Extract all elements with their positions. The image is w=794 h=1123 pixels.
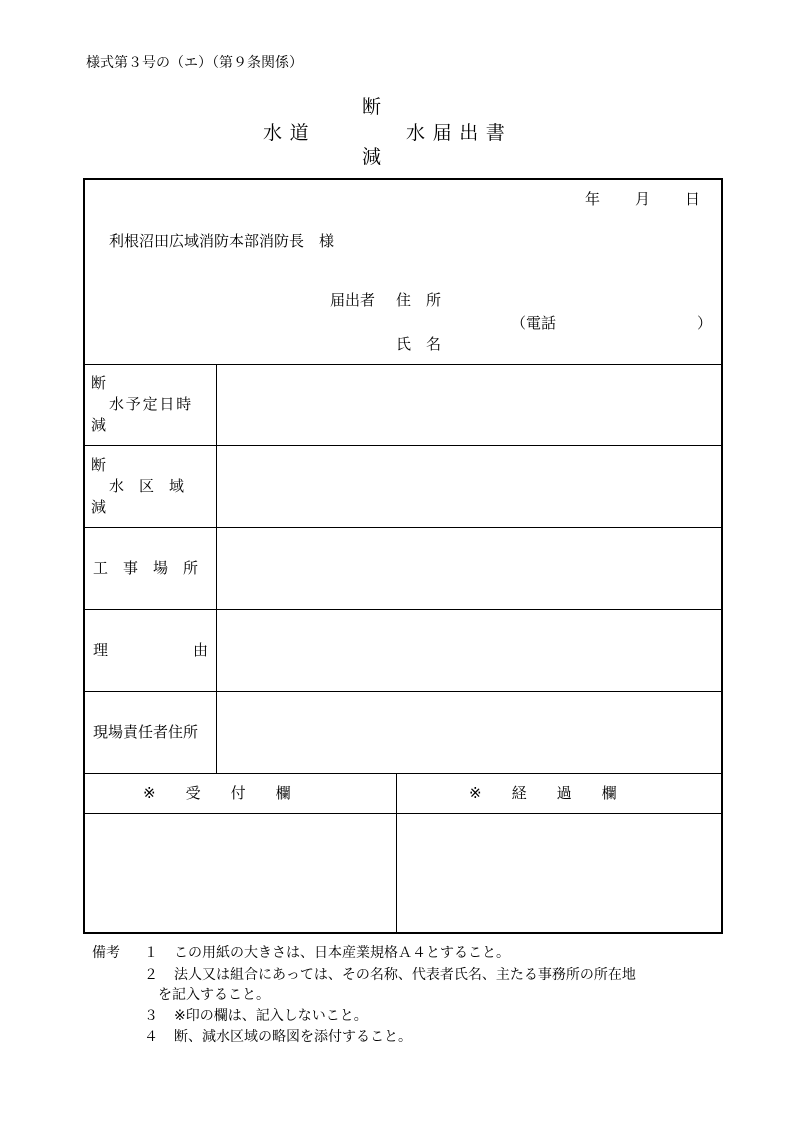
form-number-label: 様式第３号の（エ）（第９条関係） [86,55,303,71]
row2-label-middle: 水 区 域 [109,477,185,495]
row1-label-top: 断 [91,374,107,392]
row4-value-cell[interactable] [217,610,721,691]
date-month-label: 月 [635,190,651,208]
row1-label-middle: 水予定日時 [109,395,194,413]
remark-4-text: 断、減水区域の略図を添付すること。 [174,1029,412,1045]
title-stack-top: 断 [362,96,382,118]
row3-label: 工 事 場 所 [93,559,199,577]
remark-2-continuation: を記入すること。 [158,987,270,1003]
row2-label-bottom: 減 [91,498,107,516]
row2-label-top: 断 [91,456,107,474]
remark-2-number: ２ [144,967,158,983]
addressee: 利根沼田広域消防本部消防長 様 [109,232,335,250]
reception-column-label: ※ 受 付 欄 [143,784,291,802]
title-left: 水道 [263,122,317,144]
name-label: 氏 名 [396,335,442,353]
date-year-label: 年 [585,190,601,208]
address-label: 住 所 [396,291,442,309]
remark-3-number: ３ [144,1008,158,1024]
remark-4-number: ４ [144,1029,158,1045]
reception-cell [85,814,396,932]
row1-value-cell[interactable] [217,365,721,445]
row2-value-cell[interactable] [217,446,721,527]
row4-label-left: 理 [93,641,109,659]
progress-cell [397,814,721,932]
row5-label: 現場責任者住所 [93,723,199,741]
progress-column-label: ※ 経 過 欄 [469,784,617,802]
form-frame [83,178,723,934]
date-day-label: 日 [685,190,701,208]
remark-1-number: １ [144,945,158,961]
title-right: 水届出書 [406,122,513,144]
title-stack-bottom: 減 [362,146,382,168]
remark-1-text: この用紙の大きさは、日本産業規格Ａ４とすること。 [174,945,510,961]
row3-value-cell[interactable] [217,528,721,609]
notifier-label: 届出者 [330,291,376,309]
row4-label-right: 由 [193,641,209,659]
rule-row-5 [85,773,721,774]
row1-label-bottom: 減 [91,416,107,434]
remark-3-text: ※印の欄は、記入しないこと。 [174,1008,368,1024]
phone-close-label: ） [697,314,713,332]
remark-2-text: 法人又は組合にあっては、その名称、代表者氏名、主たる事務所の所在地 [174,967,636,983]
phone-open-label: （電話 [511,314,557,332]
remarks-heading: 備考 [92,945,120,961]
row5-value-cell[interactable] [217,692,721,773]
